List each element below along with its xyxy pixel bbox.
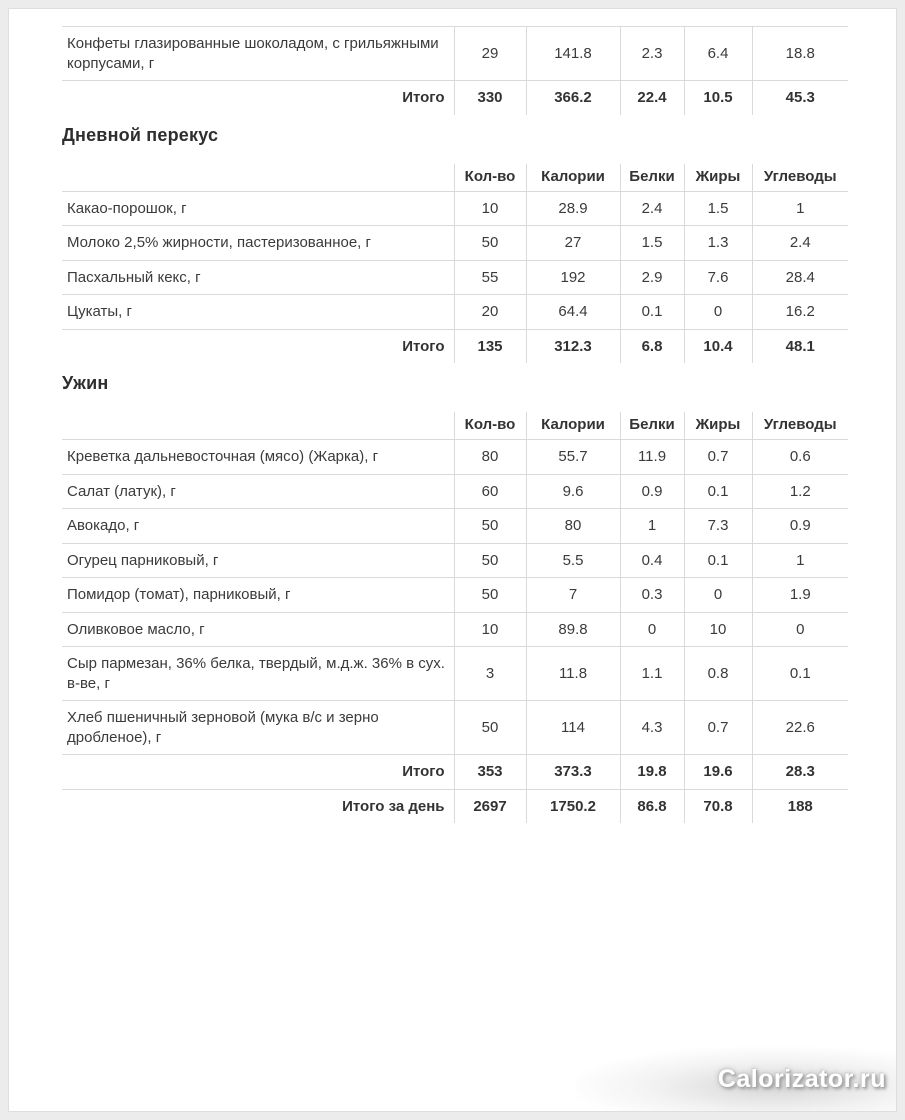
total-value-cell: 10.4 <box>684 329 752 363</box>
total-value-cell: 353 <box>454 755 526 790</box>
value-cell: 20 <box>454 295 526 330</box>
column-header: Кол-во <box>454 164 526 192</box>
value-cell: 50 <box>454 509 526 544</box>
nutrition-table <box>62 26 848 115</box>
total-value-cell: 22.4 <box>620 81 684 115</box>
value-cell: 50 <box>454 543 526 578</box>
column-header: Жиры <box>684 164 752 192</box>
food-name-cell: Хлеб пшеничный зерновой (мука в/с и зерно дробленое), г <box>62 701 454 755</box>
value-cell: 0.1 <box>620 295 684 330</box>
table-row <box>62 612 848 647</box>
table-row <box>62 27 848 81</box>
column-header: Жиры <box>684 412 752 440</box>
section-title: Дневной перекус <box>62 124 219 145</box>
value-cell: 50 <box>454 578 526 613</box>
total-label-cell: Итого <box>62 755 454 790</box>
value-cell: 28.4 <box>752 260 848 295</box>
table-header-row <box>62 164 848 192</box>
total-value-cell: 312.3 <box>526 329 620 363</box>
total-value-cell: 330 <box>454 81 526 115</box>
total-label-cell: Итого <box>62 329 454 363</box>
table-row <box>62 226 848 261</box>
value-cell: 3 <box>454 647 526 701</box>
value-cell: 7.3 <box>684 509 752 544</box>
table-row <box>62 295 848 330</box>
value-cell: 1 <box>620 509 684 544</box>
value-cell: 1.1 <box>620 647 684 701</box>
grand-total-row <box>62 789 848 823</box>
food-name-cell: Цукаты, г <box>62 295 454 330</box>
column-header: Углеводы <box>752 164 848 192</box>
food-column-spacer <box>62 164 454 192</box>
table-row <box>62 440 848 475</box>
value-cell: 1.9 <box>752 578 848 613</box>
value-cell: 0 <box>620 612 684 647</box>
total-value-cell: 2697 <box>454 789 526 823</box>
value-cell: 18.8 <box>752 27 848 81</box>
value-cell: 6.4 <box>684 27 752 81</box>
total-value-cell: 19.6 <box>684 755 752 790</box>
table-header-row <box>62 412 848 440</box>
value-cell: 9.6 <box>526 474 620 509</box>
food-name-cell: Сыр пармезан, 36% белка, твердый, м.д.ж. 36% в сух. в-ве, г <box>62 647 454 701</box>
table-row <box>62 474 848 509</box>
value-cell: 0.1 <box>752 647 848 701</box>
total-label-cell: Итого <box>62 81 454 115</box>
value-cell: 0.9 <box>752 509 848 544</box>
value-cell: 114 <box>526 701 620 755</box>
food-name-cell: Конфеты глазированные шоколадом, с грильяжными корпусами, г <box>62 27 454 81</box>
value-cell: 89.8 <box>526 612 620 647</box>
value-cell: 7.6 <box>684 260 752 295</box>
value-cell: 10 <box>684 612 752 647</box>
value-cell: 0.1 <box>684 474 752 509</box>
value-cell: 0 <box>684 578 752 613</box>
food-column-spacer <box>62 412 454 440</box>
value-cell: 0.3 <box>620 578 684 613</box>
total-value-cell: 10.5 <box>684 81 752 115</box>
value-cell: 0.7 <box>684 440 752 475</box>
total-value-cell: 86.8 <box>620 789 684 823</box>
table-row <box>62 260 848 295</box>
value-cell: 10 <box>454 191 526 226</box>
value-cell: 0.7 <box>684 701 752 755</box>
value-cell: 80 <box>526 509 620 544</box>
table-row <box>62 578 848 613</box>
value-cell: 0.6 <box>752 440 848 475</box>
calorizator-watermark: Calorizator.ru <box>717 1064 886 1093</box>
column-header: Белки <box>620 164 684 192</box>
value-cell: 60 <box>454 474 526 509</box>
value-cell: 16.2 <box>752 295 848 330</box>
value-cell: 1.5 <box>620 226 684 261</box>
column-header: Калории <box>526 164 620 192</box>
value-cell: 55.7 <box>526 440 620 475</box>
food-name-cell: Салат (латук), г <box>62 474 454 509</box>
total-label-cell: Итого за день <box>62 789 454 823</box>
total-value-cell: 48.1 <box>752 329 848 363</box>
value-cell: 0 <box>752 612 848 647</box>
value-cell: 28.9 <box>526 191 620 226</box>
value-cell: 1 <box>752 191 848 226</box>
value-cell: 0.8 <box>684 647 752 701</box>
value-cell: 0 <box>684 295 752 330</box>
food-name-cell: Какао-порошок, г <box>62 191 454 226</box>
value-cell: 55 <box>454 260 526 295</box>
value-cell: 22.6 <box>752 701 848 755</box>
value-cell: 2.4 <box>752 226 848 261</box>
column-header: Углеводы <box>752 412 848 440</box>
meal-sections <box>62 26 848 823</box>
value-cell: 64.4 <box>526 295 620 330</box>
value-cell: 2.4 <box>620 191 684 226</box>
value-cell: 4.3 <box>620 701 684 755</box>
document-page <box>8 8 897 1112</box>
value-cell: 80 <box>454 440 526 475</box>
table-row <box>62 701 848 755</box>
total-value-cell: 135 <box>454 329 526 363</box>
nutrition-table <box>62 164 848 364</box>
food-name-cell: Пасхальный кекс, г <box>62 260 454 295</box>
total-value-cell: 45.3 <box>752 81 848 115</box>
value-cell: 1.2 <box>752 474 848 509</box>
total-row <box>62 755 848 790</box>
value-cell: 0.9 <box>620 474 684 509</box>
food-name-cell: Авокадо, г <box>62 509 454 544</box>
column-header: Кол-во <box>454 412 526 440</box>
value-cell: 27 <box>526 226 620 261</box>
value-cell: 192 <box>526 260 620 295</box>
column-header: Белки <box>620 412 684 440</box>
value-cell: 11.9 <box>620 440 684 475</box>
value-cell: 7 <box>526 578 620 613</box>
total-value-cell: 373.3 <box>526 755 620 790</box>
value-cell: 50 <box>454 226 526 261</box>
total-value-cell: 19.8 <box>620 755 684 790</box>
table-row <box>62 509 848 544</box>
value-cell: 10 <box>454 612 526 647</box>
value-cell: 1.3 <box>684 226 752 261</box>
watermark-area <box>576 1047 896 1111</box>
nutrition-table <box>62 412 848 823</box>
total-row <box>62 329 848 363</box>
value-cell: 0.1 <box>684 543 752 578</box>
value-cell: 0.4 <box>620 543 684 578</box>
value-cell: 50 <box>454 701 526 755</box>
food-name-cell: Креветка дальневосточная (мясо) (Жарка), г <box>62 440 454 475</box>
table-row <box>62 191 848 226</box>
value-cell: 2.3 <box>620 27 684 81</box>
total-value-cell: 1750.2 <box>526 789 620 823</box>
value-cell: 5.5 <box>526 543 620 578</box>
total-value-cell: 188 <box>752 789 848 823</box>
total-value-cell: 70.8 <box>684 789 752 823</box>
food-name-cell: Оливковое масло, г <box>62 612 454 647</box>
value-cell: 1 <box>752 543 848 578</box>
column-header: Калории <box>526 412 620 440</box>
total-value-cell: 28.3 <box>752 755 848 790</box>
food-name-cell: Молоко 2,5% жирности, пастеризованное, г <box>62 226 454 261</box>
value-cell: 141.8 <box>526 27 620 81</box>
table-row <box>62 647 848 701</box>
table-row <box>62 543 848 578</box>
value-cell: 29 <box>454 27 526 81</box>
total-value-cell: 366.2 <box>526 81 620 115</box>
value-cell: 1.5 <box>684 191 752 226</box>
section-title: Ужин <box>62 373 109 393</box>
food-name-cell: Огурец парниковый, г <box>62 543 454 578</box>
total-value-cell: 6.8 <box>620 329 684 363</box>
value-cell: 2.9 <box>620 260 684 295</box>
total-row <box>62 81 848 115</box>
food-name-cell: Помидор (томат), парниковый, г <box>62 578 454 613</box>
value-cell: 11.8 <box>526 647 620 701</box>
